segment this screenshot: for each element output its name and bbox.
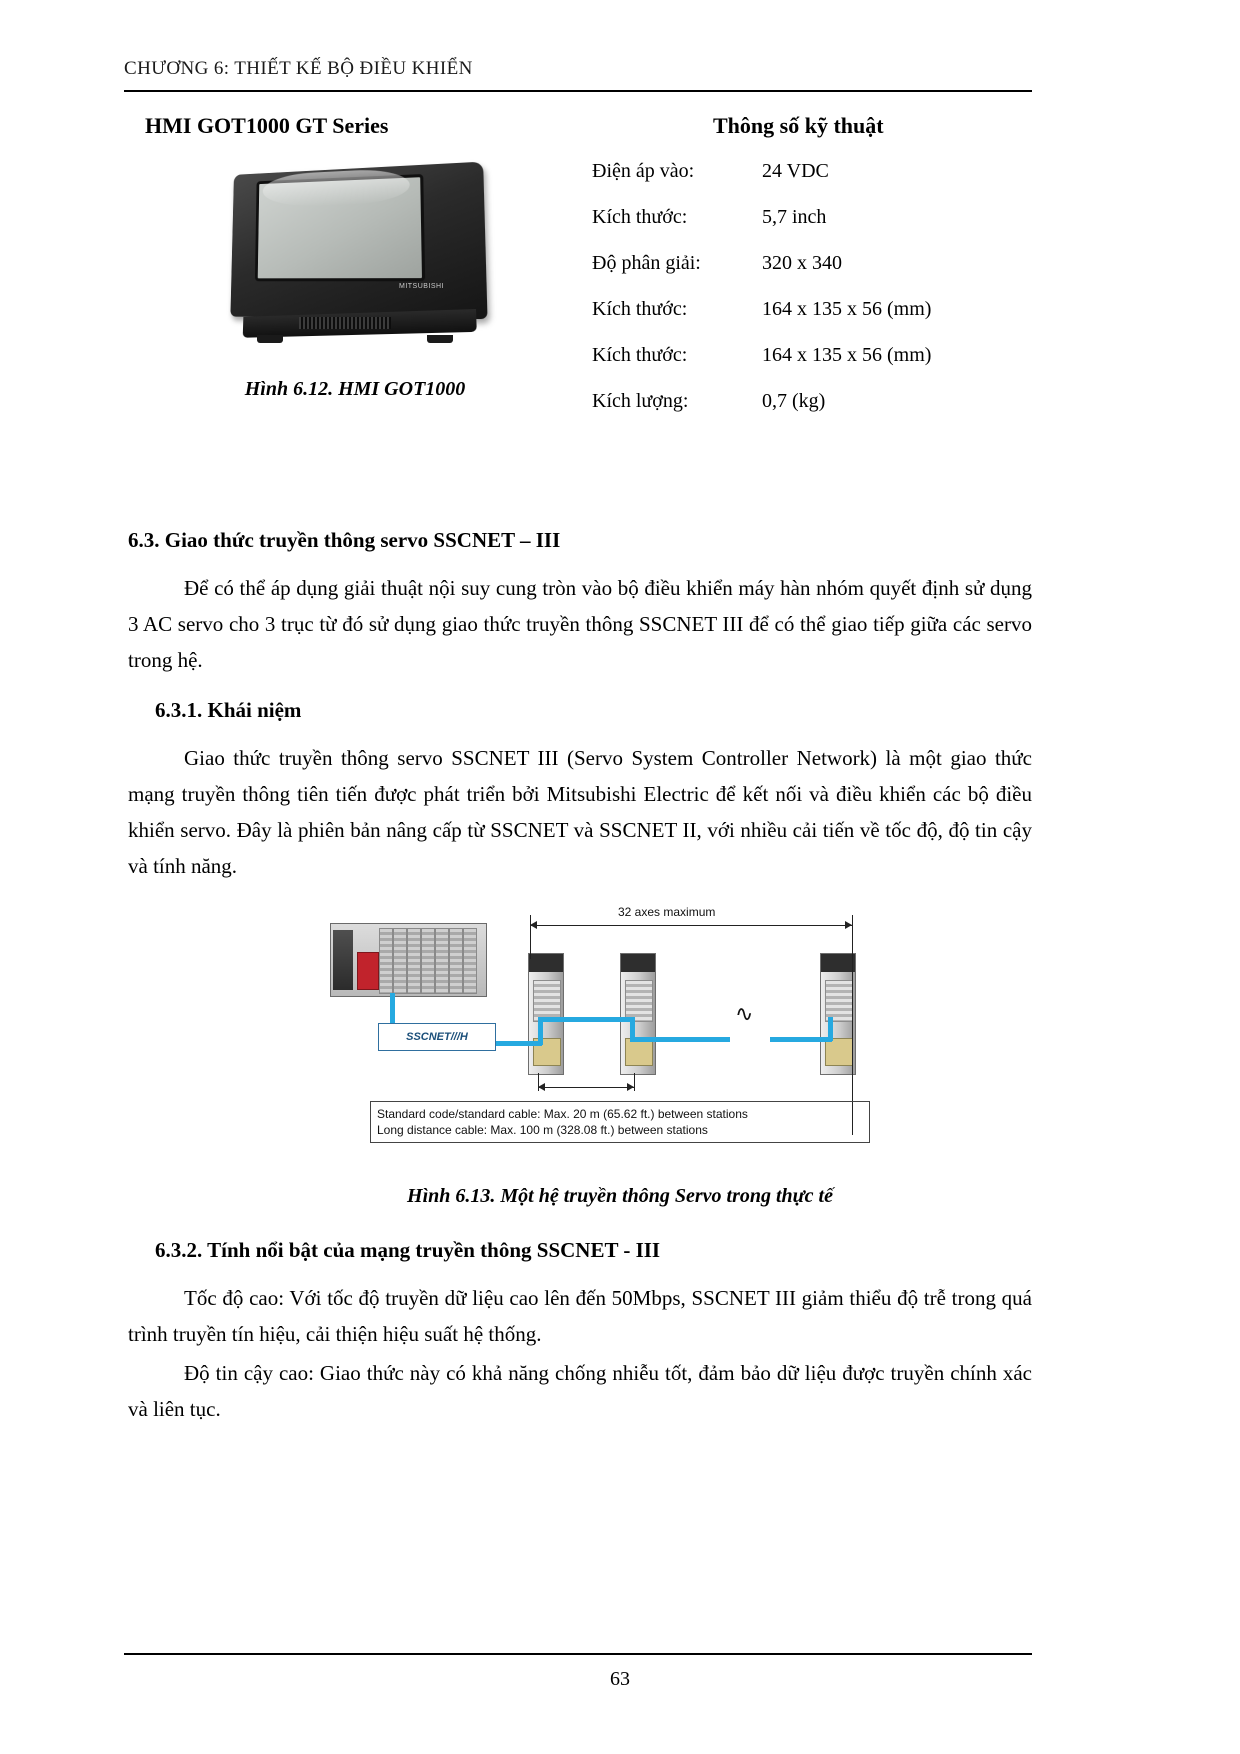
dim-tick-station-left	[538, 1073, 539, 1091]
cable-amp1-to-amp2	[538, 1017, 634, 1022]
table-row	[592, 298, 1022, 344]
amp-connector-block	[825, 980, 853, 1022]
spec-value: 5,7 inch	[762, 206, 827, 228]
heading-6-3-2: 6.3.2. Tính nổi bật của mạng truyền thông SSCNET - III	[155, 1238, 661, 1262]
cable-break-symbol: ∿	[735, 1001, 754, 1026]
sscnet-logo: SSCNET///H	[378, 1023, 496, 1051]
hmi-foot-right	[427, 335, 453, 343]
heading-6-3-1: 6.3.1. Khái niệm	[155, 698, 302, 722]
paragraph-6-3-1: Giao thức truyền thông servo SSCNET III (Servo System Controller Network) là một giao thức mạng truyền thông tiên tiến được phát triển bởi Mitsubishi Electric để kết nối và điều khiển các bộ điều khiển servo. Đây là phiên bản nâng cấp từ SSCNET và SSCNET II, với nhiều cải tiến về tốc độ, độ tin cậy và tính năng.	[128, 746, 1032, 878]
product-title: HMI GOT1000 GT Series	[145, 113, 389, 138]
plc-module	[449, 928, 463, 994]
plc-power-module	[333, 930, 353, 990]
dim-arrow-right	[845, 921, 852, 929]
dim-line-station	[538, 1087, 634, 1088]
footer-divider	[124, 1653, 1032, 1655]
servo-amplifier-2	[620, 953, 656, 1075]
paragraph-6-3-2-a: Tốc độ cao: Với tốc độ truyền dữ liệu cao lên đến 50Mbps, SSCNET III giảm thiểu độ trễ trong quá trình truyền tín hiệu, cải thiện hiệu suất hệ thống.	[128, 1286, 1032, 1346]
cable-break-to-ampn	[770, 1037, 832, 1042]
cable-spec-note	[370, 1101, 870, 1143]
dim-label-axes: 32 axes maximum	[618, 905, 716, 919]
dim-arrow-left	[530, 921, 537, 929]
table-row	[592, 252, 1022, 298]
note-line-1: Standard code/standard cable: Max. 20 m (65.62 ft.) between stations	[377, 1107, 748, 1121]
hmi-foot-left	[257, 335, 283, 343]
table-row	[592, 390, 1022, 436]
servo-amplifier-1	[528, 953, 564, 1075]
plc-module	[463, 928, 477, 994]
spec-key: Kích thước:	[592, 298, 688, 320]
dim-line-axes	[530, 925, 852, 926]
note-line-2: Long distance cable: Max. 100 m (328.08 ft.) between stations	[377, 1123, 708, 1137]
spec-value: 24 VDC	[762, 160, 829, 182]
page-header	[124, 58, 1024, 80]
spec-key: Kích thước:	[592, 206, 688, 228]
spec-value: 320 x 340	[762, 252, 842, 274]
page-number: 63	[610, 1668, 630, 1690]
figure-caption-613: Hình 6.13. Một hệ truyền thông Servo trong thực tế	[407, 1185, 833, 1207]
spec-key: Kích thước:	[592, 344, 688, 366]
paragraph-6-3-2-b: Độ tin cậy cao: Giao thức này có khả năng chống nhiễu tốt, đảm bảo dữ liệu được truyền chính xác và liên tục.	[128, 1361, 1032, 1421]
cable-ampn-riser	[828, 1017, 833, 1041]
spec-title: Thông số kỹ thuật	[713, 113, 884, 138]
plc-cpu-module	[357, 952, 379, 990]
spec-key: Điện áp vào:	[592, 160, 695, 182]
amp-terminal-block	[825, 1038, 853, 1066]
spec-key: Độ phân giải:	[592, 252, 701, 274]
spec-key: Kích lượng:	[592, 390, 689, 412]
amp-connector-block	[533, 980, 561, 1022]
spec-value: 164 x 135 x 56 (mm)	[762, 344, 932, 366]
header-divider	[124, 90, 1032, 92]
dim-arrow-station-right	[627, 1083, 634, 1091]
servo-amplifier-n	[820, 953, 856, 1075]
plc-module	[407, 928, 421, 994]
spec-table	[592, 160, 1022, 436]
plc-module	[379, 928, 393, 994]
plc-module	[421, 928, 435, 994]
table-row	[592, 344, 1022, 390]
amp-top-panel	[821, 954, 855, 972]
amp-connector-block	[625, 980, 653, 1022]
hmi-vent-grille	[299, 317, 391, 329]
figure-caption-612: Hình 6.12. HMI GOT1000	[244, 378, 466, 400]
hmi-device-figure	[213, 155, 493, 370]
amp-top-panel	[621, 954, 655, 972]
paragraph-6-3: Để có thể áp dụng giải thuật nội suy cung tròn vào bộ điều khiển máy hàn nhóm quyết định sử dụng 3 AC servo cho 3 trục từ đó sử dụng giao thức truyền thông SSCNET III để có thể giao tiếp giữa các servo trong hệ.	[128, 576, 1032, 672]
heading-6-3: 6.3. Giao thức truyền thông servo SSCNET – III	[128, 528, 561, 552]
dim-tick-right	[852, 915, 853, 959]
plc-rack	[330, 923, 487, 997]
amp-terminal-block	[625, 1038, 653, 1066]
table-row	[592, 160, 1022, 206]
dim-tick-station-right	[634, 1073, 635, 1091]
dim-arrow-station-left	[538, 1083, 545, 1091]
spec-value: 164 x 135 x 56 (mm)	[762, 298, 932, 320]
sscnet-system-diagram	[330, 905, 870, 1170]
plc-module	[393, 928, 407, 994]
hmi-brand-label: MITSUBISHI	[399, 283, 445, 290]
running-head: CHƯƠNG 6: THIẾT KẾ BỘ ĐIỀU KHIỂN	[124, 58, 473, 79]
table-row	[592, 206, 1022, 252]
plc-module	[435, 928, 449, 994]
spec-value: 0,7 (kg)	[762, 390, 826, 412]
cable-amp2-to-break	[630, 1037, 730, 1042]
amp-top-panel	[529, 954, 563, 972]
